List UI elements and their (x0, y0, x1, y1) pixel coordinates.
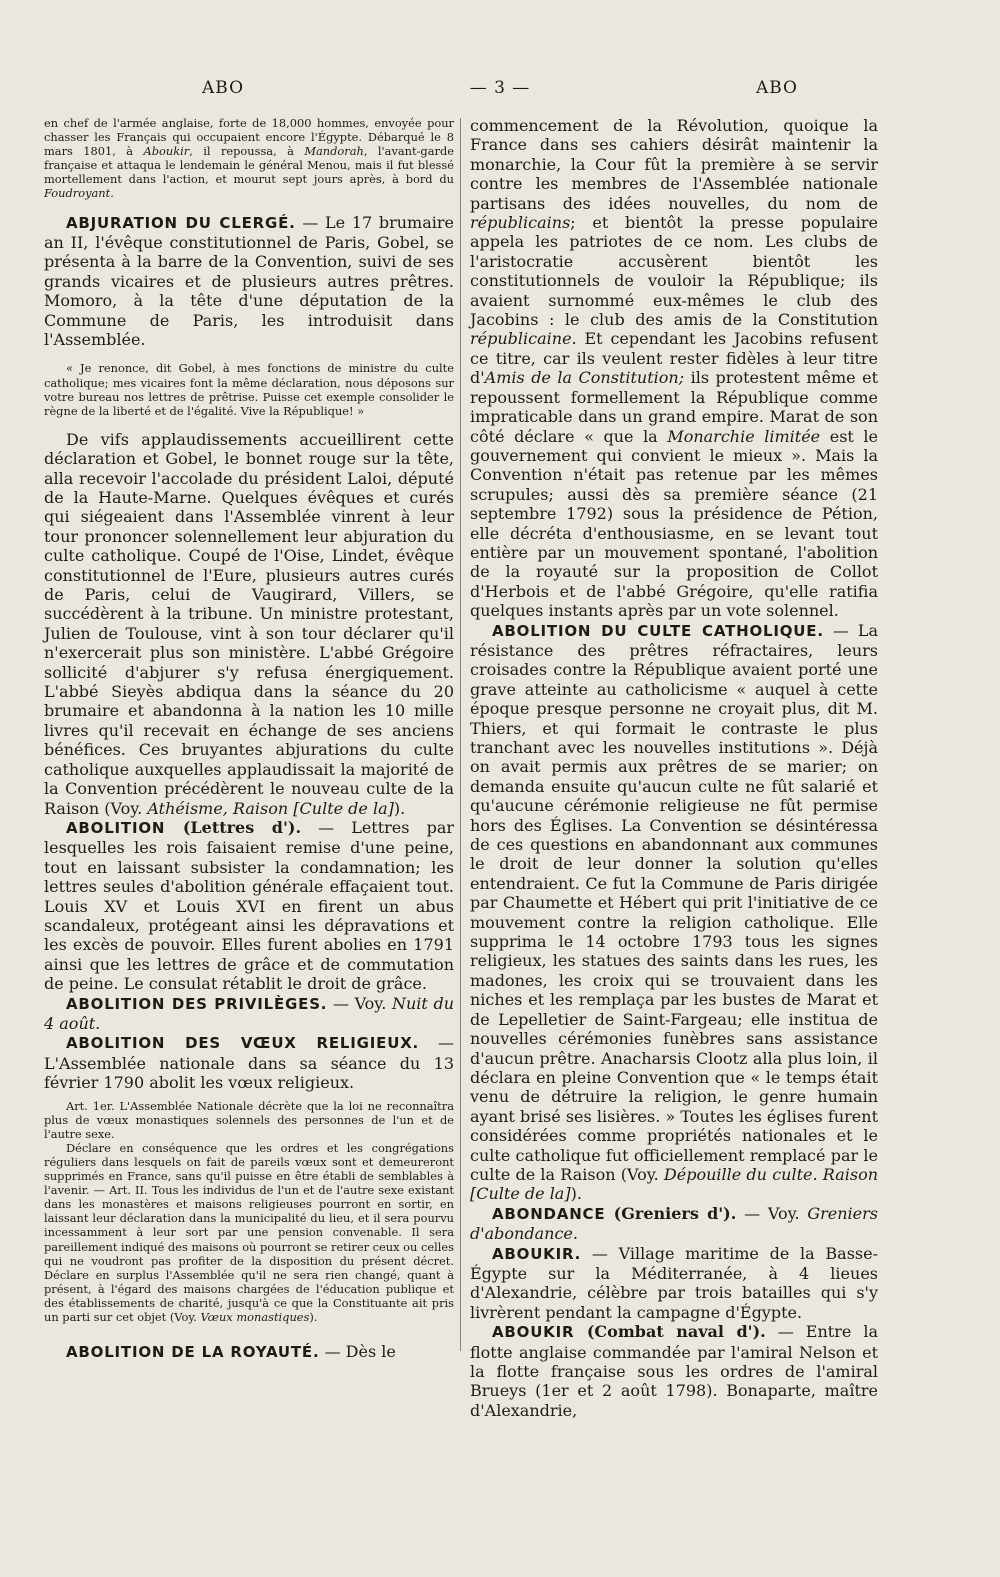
entry-heading: ABJURATION DU CLERGÉ. (66, 213, 296, 232)
entry-text: . Et cependant les Jacobins refusent ce titre, car ils veulent rester fidèles à leur titre d' (470, 329, 878, 388)
column-divider (460, 118, 461, 1351)
running-head-right: ABO (755, 78, 798, 98)
entry-abolition-culte (470, 621, 878, 1204)
block-quote: « Je renonce, dit Gobel, à mes fonctions de ministre du culte catholique; mes vicaires font la même déclaration, nous déposons sur votre bureau nos lettres de prêtrise. Puisse cet exemple consolider le règne de la liberté et de l'égalité. Vive la République! » (44, 361, 454, 418)
entry-text: ). (393, 798, 406, 818)
cross-reference: Nuit du 4 août. (44, 993, 454, 1033)
entry-subheading: (Combat naval d'). (574, 1322, 766, 1342)
entry-text: — Le 17 brumaire an II, l'évêque constitutionnel de Paris, Gobel, se présenta à la barre de la Convention, suivi de ses grands vicaires et de plusieurs autres prêtres. Momoro, à la tête d'une députation de la Commune de Paris, les introduisit dans l'Assemblée. (44, 212, 455, 349)
entry-heading: ABOUKIR. (492, 1244, 582, 1263)
entry-heading: ABOUKIR (492, 1323, 575, 1342)
entry-text: — Voy. (736, 1203, 808, 1223)
intro-text: . (110, 186, 114, 201)
entry-text: — L'Assemblée nationale dans sa séance du 13 février 1790 abolit les vœux religieux. (44, 1033, 454, 1093)
entry-text: — La résistance des prêtres réfractaires, leurs croisades contre la République avaient porté une grave atteinte au catholicisme « auquel à cette époque presque personne ne croyait plus, dit M. Thiers, et qui formait le contraste le plus tranchant avec les nouvelles institutions ». Déjà on avait permis aux prêtres de se marier; on demanda ensuite qu'aucun culte ne fût salarié et qu'aucune cérémonie religieuse ne fût permise hors des Églises. La Convention se désintéressa de ces questions en abandonnant aux communes le droit de leur donner la solution qu'elles entendraient. Ce fut la Commune de Paris dirigée par Chaumette et Hébert qui prit l'initiative de ce mouvement contre la religion catholique. Elle supprima le 14 octobre 1793 tous les signes religieux, les statues des saints dans les rues, les madones, les croix qui se trouvaient dans les niches et les remplaça par les bustes de Marat et de Lepelletier de Saint-Fargeau; elle institua de nouvelles cérémonies funèbres sans assistance d'aucun prêtre. Anacharsis Clootz alla plus loin, il déclara en pleine Convention que « le temps était venu de détruire la religion, le genre humain ayant brisé ses lisières. » Toutes les églises furent considérées comme propriétés nationales et le culte catholique fut officiellement remplacé par le culte de la Raison (Voy. (470, 620, 878, 1184)
emphasized-term: Monarchie limitée (667, 426, 821, 446)
intro-text: , il repoussa, à (189, 144, 305, 159)
entry-text: ). (570, 1184, 582, 1204)
intro-text: , l'avant-garde française et attaqua le lendemain le général Menou, mais il fut blessé mortellement dans l'action, et mourut sept jours après, à bord du (44, 144, 454, 187)
entry-text: — Lettres par lesquelles les rois faisaient remise d'une peine, tout en laissant subsister la condamnation; les lettres seules d'abolition générale effaçaient tout. Louis XV et Louis XVI en firent un abus scandaleux, protégeant ainsi les dépravations et les excès de pouvoir. Elles furent abolies en 1791 ainsi que les lettres de grâce et de commutation de peine. Le consulat rétablit le droit de grâce. (44, 817, 454, 994)
entry-heading: ABOLITION DU CULTE CATHOLIQUE. (492, 621, 824, 640)
entry-subheading: (Greniers d'). (605, 1203, 737, 1223)
emphasized-term: républicains (470, 213, 571, 233)
emphasized-term: Amis de la Constitution; (484, 368, 685, 388)
entry-text: De vifs applaudissements accueillirent cette déclaration et Gobel, le bonnet rouge sur la tête, alla recevoir l'accolade du président Laloi, député de la Haute-Marne. Quelques évêques et curés qui siégeaient dans l'Assemblée vinrent à leur tour prononcer solennellement leur abjuration du culte catholique. Coupé de l'Oise, Lindet, évêque constitutionnel de l'Eure, plusieurs autres curés de Paris, celui de Vaugirard, Villers, se succédèrent à la tribune. Un ministre protestant, Julien de Toulouse, vint à son tour déclarer qu'il n'exercerait plus son ministère. L'abbé Grégoire sollicité d'abjurer s'y refusa énergiquement. L'abbé Sieyès abdiqua dans la séance du 20 brumaire et abandonna à la nation les 10 mille livres qu'il recevait en échange de ses anciens bénéfices. Ces bruyantes abjurations du culte catholique auxquelles applaudissait la majorité de la Convention précédèrent le nouveau culte de la Raison (Voy. (44, 429, 454, 818)
entry-abolition-lettres (44, 818, 454, 994)
entry-aboukir-naval (470, 1322, 878, 1420)
entry-royaute-cont (470, 116, 878, 621)
entry-text: est le gouvernement qui convient le mieux ». Mais la Convention n'était pas retenue par les mêmes scrupules; aussi dès sa première séance (21 septembre 1792) sous la présidence de Pétion, elle décréta d'enthousiasme, en se levant tout entière par un mouvement spontané, l'abolition de la royauté sur la proposition de Collot d'Herbois et de l'abbé Grégoire, qu'elle ratifia quelques instants après par un vote solennel. (470, 426, 879, 621)
intro-text: en chef de l'armée anglaise, forte de 18,000 hommes, envoyée pour chasser les Français qui occupaient encore l'Égypte. Débarqué le 8 mars 1801, à (44, 116, 454, 159)
cross-reference: Athéisme, Raison [Culte de la] (147, 798, 394, 818)
running-head (52, 78, 948, 104)
decree-article-1: Art. 1er. L'Assemblée Nationale décrète que la loi ne reconnaîtra plus de vœux monastiques solennels des personnes de l'un et de l'autre sexe. (44, 1098, 454, 1141)
entry-text: — Village maritime de la Basse-Égypte sur la Méditerranée, à 4 lieues d'Alexandrie, célèbre par trois batailles qui s'y livrèrent pendant la campagne d'Égypte. (470, 1243, 878, 1322)
decree-article-cont (44, 1141, 454, 1324)
entry-text: — Voy. (327, 993, 392, 1013)
cross-reference: Greniers d'abondance. (470, 1203, 878, 1244)
emphasized-term: républicaine (470, 329, 572, 349)
entry-heading: ABOLITION (66, 818, 166, 837)
intro-place: Aboukir (143, 144, 190, 159)
entry-abolition-privileges (44, 994, 454, 1034)
right-column (470, 116, 878, 1420)
entry-abolition-voeux (44, 1033, 454, 1092)
entry-abjuration (44, 213, 454, 350)
decree-text: Déclare en conséquence que les ordres et les congrégations réguliers dans lesquels on fait de pareils vœux sont et demeureront supprimés en France, sans qu'il puisse en être établi de semblables à l'avenir. — Art. II. Tous les individus de l'un et de l'autre sexe existant dans les monastères et maisons religieuses pourront en sortir, en laissant leur déclaration dans la municipalité du lieu, et il sera pourvu incessamment à leur sort par une pension convenable. Il sera pareillement indiqué des maisons où pourront se retirer ceux ou celles qui ne voudront pas profiter de la disposition du présent décret. Déclare en surplus l'Assemblée qu'il ne sera rien changé, quant à présent, à l'égard des maisons chargées de l'éducation publique et des établissements de charité, jusqu'à ce que la Constituante ait pris un parti sur cet objet (Voy. (44, 1140, 454, 1324)
entry-heading: ABOLITION DES PRIVILÈGES. (66, 994, 328, 1013)
page-number: — 3 — (469, 78, 531, 98)
entry-continuation (44, 116, 454, 201)
entry-heading: ABOLITION DE LA ROYAUTÉ. (66, 1343, 320, 1362)
intro-place: Mandorah (304, 144, 364, 159)
entry-text: commencement de la Révolution, quoique la France dans ses cahiers désirât maintenir la monarchie, la Cour fût la première à se servir contre les membres de l'Assemblée nationale partisans des idées nouvelles, du nom de (470, 116, 878, 213)
cross-reference: Dépouille du culte. Raison [Culte de la] (470, 1164, 879, 1204)
entry-text: ils protestent même et repoussent formellement la République comme impraticable dans un grand empire. Marat de son côté déclare « que la (470, 368, 878, 446)
entry-text: — Entre la flotte anglaise commandée par l'amiral Nelson et la flotte française sous les ordres de l'amiral Brueys (1er et 2 août 1798). Bonaparte, maître d'Alexandrie, (470, 1322, 878, 1420)
running-head-left: ABO (202, 78, 245, 98)
entry-aboukir (470, 1244, 878, 1323)
entry-subheading: (Lettres d'). (165, 817, 302, 837)
decree-text: ). (309, 1310, 318, 1324)
entry-abolition-royaute (44, 1342, 454, 1362)
entry-text: — Dès le (319, 1342, 396, 1362)
entry-text: ; et bientôt la presse populaire appela les patriotes de ce nom. Les clubs de l'aristocratie accusèrent bientôt les constitutionnels de vouloir la République; ils avaient surnommé eux-mêmes le club des Jacobins : le club des amis de la Constitution (470, 213, 878, 330)
entry-heading: ABOLITION DES VŒUX RELIGIEUX. (66, 1034, 420, 1053)
left-column (44, 116, 454, 1363)
entry-heading: ABONDANCE (492, 1204, 606, 1223)
entry-abondance (470, 1204, 878, 1244)
entry-abjuration-cont (44, 430, 454, 818)
cross-reference: Vœux monastiques (200, 1310, 310, 1324)
intro-ship: Foudroyant (44, 186, 111, 201)
